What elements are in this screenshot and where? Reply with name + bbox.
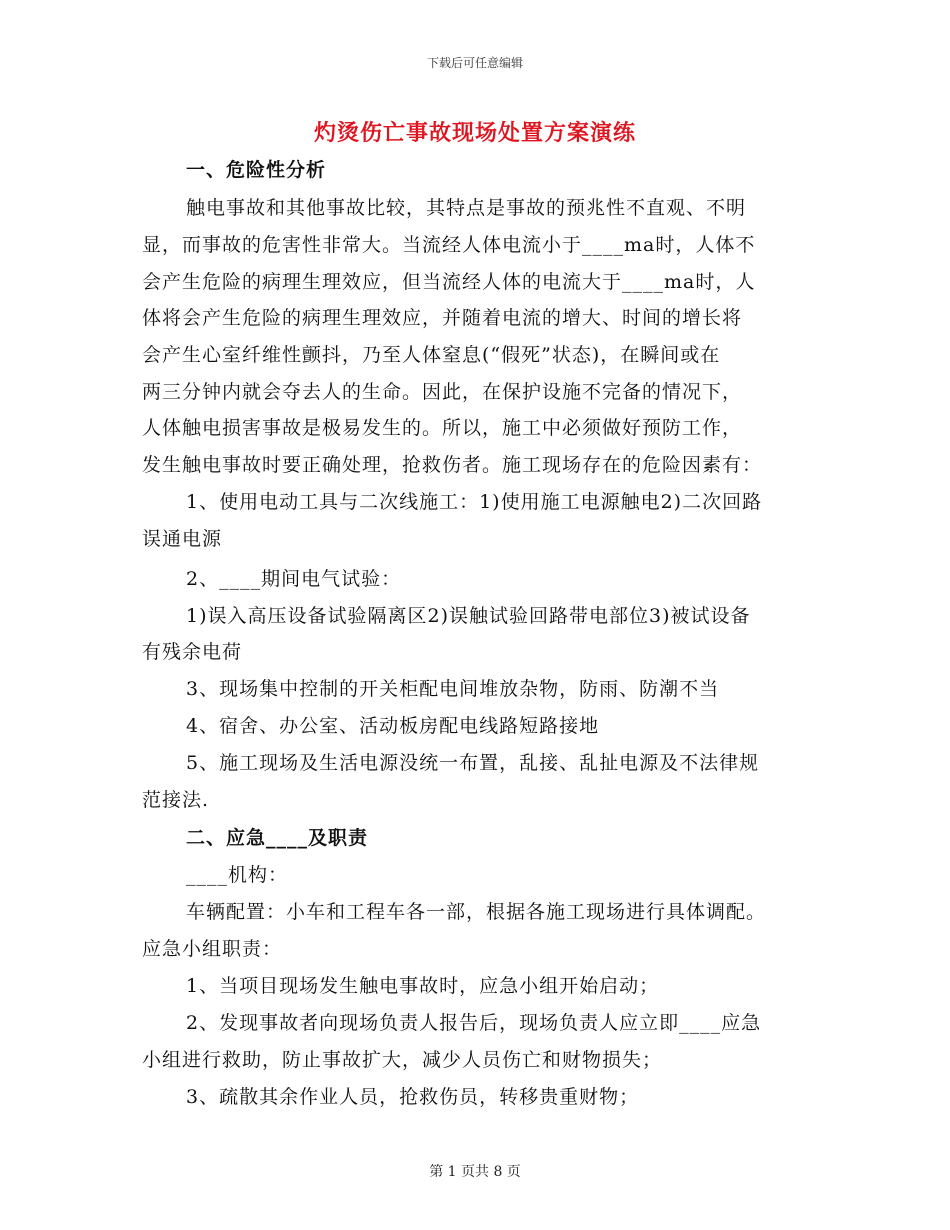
list-item: 5、施工现场及生活电源没统一布置，乱接、乱扯电源及不法律规 — [186, 752, 760, 774]
list-item: 3、疏散其余作业人员，抢救伤员，转移贵重财物； — [186, 1086, 640, 1108]
paragraph-line: 应急小组职责： — [142, 938, 283, 960]
list-item-continued: 有残余电荷 — [142, 641, 243, 663]
page-header: 下载后可任意编辑 — [426, 56, 523, 70]
paragraph-line: 触电事故和其他事故比较，其特点是事故的预兆性不直观、不明 — [186, 197, 747, 219]
paragraph-line: 显，而事故的危害性非常大。当流经人体电流小于____ma时，人体不 — [142, 234, 756, 256]
list-item: 1、使用电动工具与二次线施工：1)使用施工电源触电2)二次回路 — [186, 491, 763, 513]
list-item: 3、现场集中控制的开关柜配电间堆放杂物，防雨、防潮不当 — [186, 678, 720, 700]
section-heading-1: 一、危险性分析 — [186, 159, 327, 181]
list-item: 2、____期间电气试验： — [186, 568, 402, 590]
paragraph-line: 会产生心室纤维性颤抖，乃至人体窒息(“假死”状态)，在瞬间或在 — [142, 344, 721, 366]
paragraph-line: 车辆配置：小车和工程车各一部，根据各施工现场进行具体调配。 — [186, 901, 767, 923]
paragraph-line: ____机构： — [186, 864, 289, 886]
list-item-continued: 小组进行救助，防止事故扩大，减少人员伤亡和财物损失； — [142, 1049, 663, 1071]
paragraph-line: 发生触电事故时要正确处理，抢救伤者。施工现场存在的危险因素有： — [142, 454, 763, 476]
paragraph-line: 会产生危险的病理生理效应，但当流经人体的电流大于____ma时，人 — [142, 271, 756, 293]
paragraph-line: 两三分钟内就会夺去人的生命。因此，在保护设施不完备的情况下， — [142, 381, 743, 403]
list-item: 4、宿舍、办公室、活动板房配电线路短路接地 — [186, 715, 600, 737]
paragraph-line: 体将会产生危险的病理生理效应，并随着电流的增大、时间的增长将 — [142, 307, 743, 329]
list-item-continued: 范接法. — [142, 789, 210, 811]
section-heading-2: 二、应急____及职责 — [186, 827, 369, 849]
list-item-continued: 误通电源 — [142, 528, 223, 550]
document-title: 灼烫伤亡事故现场处置方案演练 — [313, 120, 636, 146]
paragraph-line: 人体触电损害事故是极易发生的。所以，施工中必须做好预防工作， — [142, 417, 743, 439]
list-item: 1)误入高压设备试验隔离区2)误触试验回路带电部位3)被试设备 — [186, 605, 751, 627]
list-item: 2、发现事故者向现场负责人报告后，现场负责人应立即____应急 — [186, 1012, 762, 1034]
list-item: 1、当项目现场发生触电事故时，应急小组开始启动； — [186, 975, 660, 997]
page-footer: 第 1 页共 8 页 — [429, 1164, 521, 1180]
